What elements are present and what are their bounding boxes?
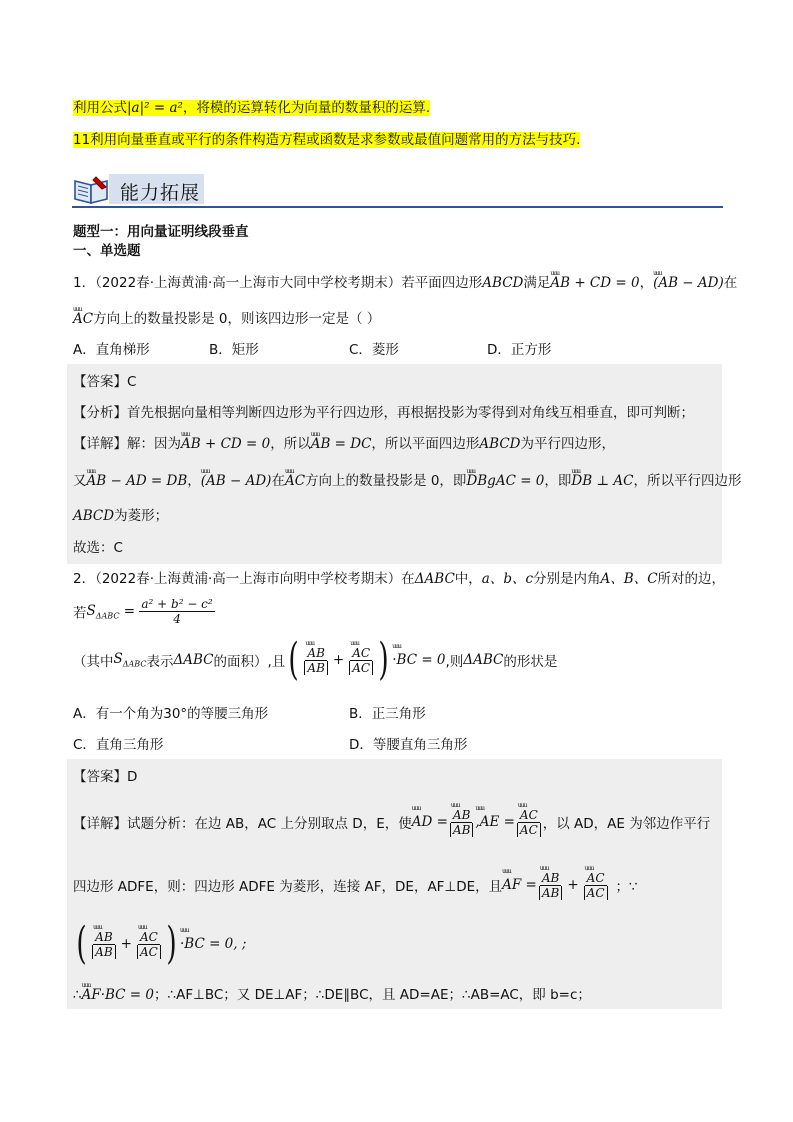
q1-choice: 故选：C bbox=[73, 540, 123, 556]
side-names: a、b、c bbox=[481, 571, 534, 587]
vector-formula: uuu AB − AD = DB bbox=[87, 471, 188, 491]
subheading: 题型一：用向量证明线段垂直 bbox=[73, 224, 249, 240]
equals-sign: = bbox=[123, 603, 136, 620]
text: 2．（2022春·上海黄浦·高一上海市向明中学校考期末）在 bbox=[73, 571, 415, 587]
vector-ab: uuu AB bbox=[305, 646, 326, 661]
left-paren: ( bbox=[76, 918, 87, 969]
text: 所对的边， bbox=[657, 571, 726, 587]
q2-option-d: D．等腰直角三角形 bbox=[349, 737, 468, 753]
unit-vector-ab bbox=[448, 808, 475, 837]
q1-stem-line-2 bbox=[73, 309, 380, 329]
plus-sign: + bbox=[567, 877, 579, 893]
q1-option-b: B．矩形 bbox=[209, 342, 259, 358]
text: 满足 bbox=[523, 275, 551, 291]
section-title: 能力拓展 bbox=[120, 182, 201, 204]
text: 在 bbox=[723, 275, 738, 291]
text: 中， bbox=[454, 571, 482, 587]
text: ,则 bbox=[445, 654, 464, 670]
text: 分别是内角 bbox=[533, 571, 601, 587]
af-formula: uuu AF = bbox=[502, 877, 537, 893]
q2-option-b: B．正三角形 bbox=[349, 706, 426, 722]
category-heading: 一、单选题 bbox=[73, 243, 141, 259]
text: 四边形 ADFE，则：四边形 ADFE 为菱形，连接 AF，DE，AF⊥DE，且 bbox=[73, 879, 503, 895]
area-symbol bbox=[114, 651, 147, 669]
vector-formula: uuu (AB − AD) bbox=[201, 471, 272, 491]
unit-vector-ab bbox=[302, 646, 329, 675]
plus-sign: + bbox=[332, 652, 345, 668]
area-subscript: ΔABC bbox=[122, 659, 147, 669]
vector-formula: uuu AB + CD = 0 bbox=[181, 434, 270, 454]
text: 的形状是 bbox=[503, 654, 558, 670]
triangle-name: ΔABC bbox=[463, 652, 504, 668]
unit-vector-ab bbox=[537, 871, 564, 900]
q2-area-formula bbox=[73, 597, 215, 626]
plus-sign: + bbox=[120, 936, 132, 952]
intro-line-2 bbox=[73, 130, 580, 150]
q2-detail-line-1 bbox=[73, 797, 710, 847]
quad-name: ABCD bbox=[73, 508, 115, 524]
quad-name: ABCD bbox=[482, 275, 524, 291]
right-paren: ) bbox=[166, 918, 177, 969]
angle-names: A、B、C bbox=[600, 571, 658, 587]
text: 方向上的数量投影是 0，则该四边形一定是（ ） bbox=[93, 311, 381, 327]
triangle-name: ΔABC bbox=[173, 652, 214, 668]
text: ，所以平面四边形 bbox=[371, 436, 480, 452]
text: 在 bbox=[271, 473, 285, 489]
q2-detail-line-4 bbox=[73, 985, 591, 1005]
q2-detail-line-3 bbox=[73, 918, 246, 970]
unit-vector-ac bbox=[347, 646, 375, 675]
text: ，即 bbox=[544, 473, 572, 489]
q1-detail-line-2 bbox=[73, 471, 742, 491]
area-fraction bbox=[139, 597, 214, 626]
text: 表示 bbox=[146, 654, 174, 670]
intro-line-1 bbox=[73, 98, 430, 118]
vector-ac: uuu AC bbox=[138, 930, 160, 945]
text: （其中 bbox=[73, 654, 114, 670]
q1-stem-line-1 bbox=[73, 273, 737, 293]
abs-ac: AC bbox=[349, 661, 373, 675]
right-paren: ) bbox=[378, 634, 389, 685]
dot-bc: uuu ·BC = 0 bbox=[392, 652, 445, 668]
q2-stem-line-1 bbox=[73, 569, 725, 589]
text: ， bbox=[187, 473, 201, 489]
unit-vector-ac bbox=[515, 808, 543, 837]
text: ∴ bbox=[73, 987, 82, 1003]
ae-formula: uuu ,AE = bbox=[475, 814, 515, 830]
dot-bc: uuu ·BC = 0, ; bbox=[180, 936, 246, 952]
q1-solution-box bbox=[67, 364, 722, 564]
abs-ac: AC bbox=[137, 945, 161, 959]
intro-text: 11利用向量垂直或平行的条件构造方程或函数是求参数或最值问题常用的方法与技巧. bbox=[73, 132, 581, 148]
abs-ac: AC bbox=[584, 886, 608, 900]
q1-detail-line-1 bbox=[73, 434, 615, 454]
intro-text: 利用公式 bbox=[73, 100, 127, 116]
unit-vector-ab bbox=[90, 930, 117, 959]
vector-ab: uuu AB bbox=[93, 930, 114, 945]
area-label: S bbox=[86, 602, 96, 619]
text: 又 bbox=[73, 473, 87, 489]
abs-ab: AB bbox=[92, 945, 115, 959]
unit-vector-ac bbox=[582, 871, 610, 900]
vector-formula: uuu AB + CD = 0 bbox=[550, 273, 639, 293]
abs-ab: AB bbox=[450, 823, 473, 837]
vector-ac: uuu AC bbox=[350, 646, 372, 661]
section-rule bbox=[72, 206, 723, 208]
abs-ab: AB bbox=[539, 886, 562, 900]
vector-formula: uuu DBgAC = 0 bbox=[466, 471, 544, 491]
q2-stem-line-3 bbox=[73, 634, 558, 685]
text: 为菱形； bbox=[114, 508, 169, 524]
ad-formula: uuu AD = bbox=[412, 814, 448, 830]
vector-ac: uuu AC bbox=[585, 871, 607, 886]
modulus-formula: |a|² = a² bbox=[127, 100, 183, 116]
q2-answer: 【答案】D bbox=[73, 769, 138, 785]
text: 为平行四边形， bbox=[520, 436, 615, 452]
vector-ab: uuu AB bbox=[540, 871, 561, 886]
unit-vector-ac bbox=[135, 930, 163, 959]
q1-option-d: D．正方形 bbox=[487, 342, 552, 358]
text: ，以 AD，AE 为邻边作平行 bbox=[542, 816, 711, 832]
text: ， bbox=[639, 275, 654, 291]
vector-formula: uuu AC bbox=[73, 309, 93, 329]
quad-name: ABCD bbox=[479, 436, 521, 452]
q1-option-a: A．直角梯形 bbox=[73, 342, 150, 358]
intro-text: ，将模的运算转化为向量的数量积的运算. bbox=[182, 100, 431, 116]
area-subscript: ΔABC bbox=[95, 611, 120, 621]
vector-formula: uuu DB ⊥ AC bbox=[571, 471, 633, 491]
text: 的面积）,且 bbox=[213, 654, 286, 670]
q2-option-c: C．直角三角形 bbox=[73, 737, 164, 753]
text: 若 bbox=[73, 605, 87, 622]
left-paren: ( bbox=[288, 634, 299, 685]
vector-formula: uuu AB = DC bbox=[311, 434, 372, 454]
vector-ab: uuu AB bbox=[451, 808, 472, 823]
q1-analysis: 【分析】首先根据向量相等判断四边形为平行四边形，再根据投影为零得到对角线互相垂直，即可判断； bbox=[73, 405, 694, 421]
q2-detail-line-2 bbox=[73, 860, 638, 910]
q1-option-c: C．菱形 bbox=[349, 342, 399, 358]
text: 【详解】试题分析：在边 AB，AC 上分别取点 D，E，使 bbox=[73, 816, 412, 832]
text: 1．（2022春·上海黄浦·高一上海市大同中学校考期末）若平面四边形 bbox=[73, 275, 483, 291]
vector-ac: uuu AC bbox=[518, 808, 540, 823]
q1-answer: 【答案】C bbox=[73, 374, 137, 390]
abs-ab: AB bbox=[304, 661, 327, 675]
area-symbol bbox=[87, 603, 120, 619]
vector-formula: uuu (AB − AD) bbox=[653, 273, 724, 293]
fraction-numerator: a² + b² − c² bbox=[141, 597, 213, 611]
text: ，所以 bbox=[270, 436, 311, 452]
q2-option-a: A．有一个角为30°的等腰三角形 bbox=[73, 706, 269, 722]
text: 【详解】解：因为 bbox=[73, 436, 181, 452]
vector-formula: uuu AC bbox=[285, 471, 305, 491]
q1-detail-line-3 bbox=[73, 506, 168, 526]
area-label: S bbox=[113, 651, 123, 668]
text: ，所以平行四边形 bbox=[633, 473, 742, 489]
text: ；∴AF⊥BC；又 DE⊥AF；∴DE∥BC，且 AD=AE；∴AB=AC，即 b=c； bbox=[154, 987, 591, 1003]
triangle-name: ΔABC bbox=[414, 571, 455, 587]
vector-formula: uuu AF·BC = 0 bbox=[82, 985, 154, 1005]
book-icon bbox=[72, 173, 112, 209]
text: ；∵ bbox=[615, 879, 638, 895]
fraction-denominator: 4 bbox=[173, 612, 181, 626]
abs-ac: AC bbox=[517, 823, 541, 837]
text: 方向上的数量投影是 0，即 bbox=[305, 473, 467, 489]
